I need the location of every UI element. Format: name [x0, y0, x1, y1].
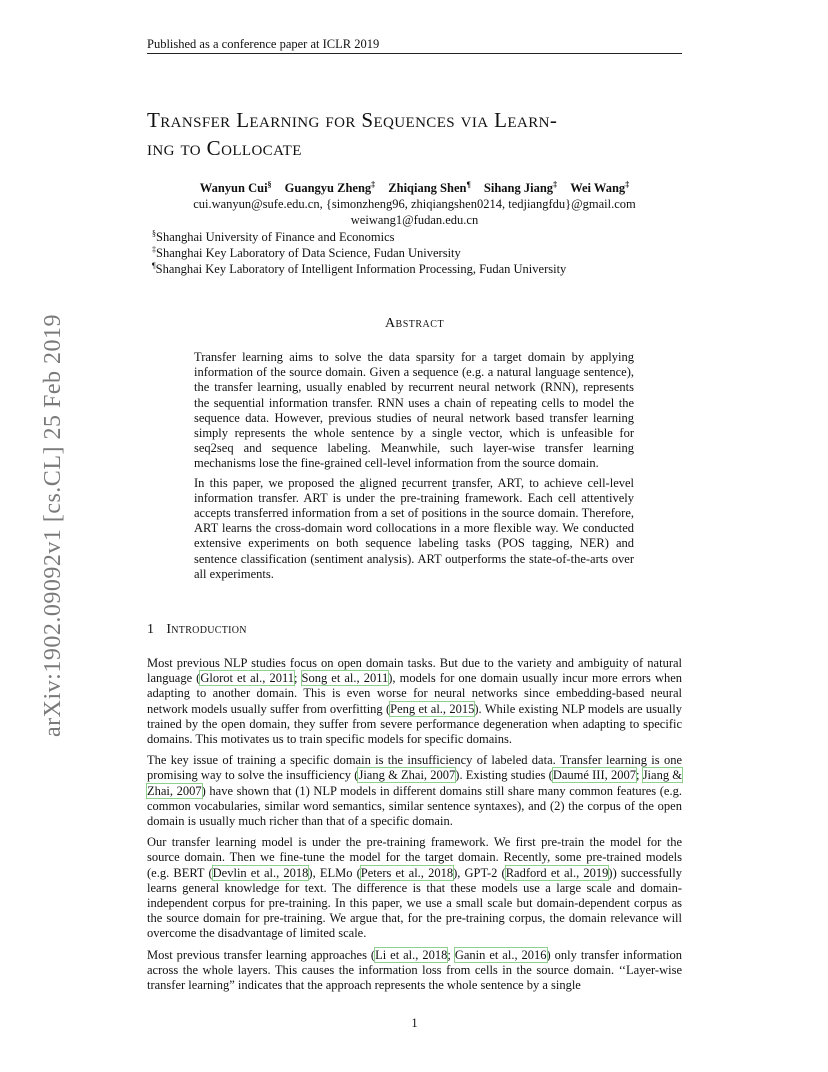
- citation-link[interactable]: Jiang & Zhai, 2007: [358, 768, 456, 783]
- text-run: ), models for one domain usually incur more errors when adapting to another domain. This is even worse for neural networks since embedding-based neural network models usually suffer from overfitting (: [147, 671, 683, 716]
- affiliation-mark: §: [152, 228, 156, 238]
- citation-link[interactable]: Song et al., 2011: [301, 671, 389, 686]
- body-paragraph: [147, 753, 682, 829]
- abstract-paragraph: Transfer learning aims to solve the data sparsity for a target domain by applying information of the source domain. Given a sequence (e.g. a natural language sentence), the transfer learning, usually enabled by recurrent neural network (RNN), represents the sequential information transfer. RNN uses a chain of repeating cells to model the sequence data. However, previous studies of neural network based transfer learning simply represents the whole sentence by a single vector, which is unfeasible for seq2seq and sequence labeling. Meanwhile, such layer-wise transfer learning mechanisms lose the fine-grained cell-level information from the source domain.: [194, 350, 634, 471]
- header-rule: [147, 53, 682, 54]
- abstract-body: [194, 350, 634, 586]
- text-run: ligned: [365, 475, 402, 490]
- acronym-letter: t: [452, 475, 456, 490]
- section-title: Introduction: [166, 622, 247, 637]
- title-line-2: ing to Collocate: [147, 136, 302, 160]
- author-emails: weiwang1@fudan.edu.cn: [350, 213, 479, 227]
- text-run: ) only transfer information across the whole layers. This causes the information loss from cells in the source domain. ‘‘Layer-wise transfer learning” indicates that the approach represents the whole sentence by a single: [147, 947, 683, 993]
- text-run: ransfer, ART, to achieve cell-level information transfer. ART is under the pre-training framework. Each cell attentively accepts transferred information from a set of positions in the source domain. Therefore, ART learns the cross-domain word collocations in a more flexible way. We conducted extensive experiments on both sequence labeling tasks (POS tagging, NER) and sentence classification (sentiment analysis). ART outperforms the state-of-the-arts over all experiments.: [194, 475, 635, 581]
- affiliation: [152, 261, 566, 277]
- text-run: ) have shown that (1) NLP models in different domains still share many common features (e.g. common vocabularies, similar word semantics, similar sentence syntaxes), and (2) the corpus of the open domain is usually much richer than that of a specific domain.: [147, 783, 682, 829]
- arxiv-stamp: [40, 290, 66, 760]
- citation-link[interactable]: Jiang & Zhai, 2007: [147, 768, 683, 798]
- affiliations: [152, 229, 566, 277]
- text-run: ;: [635, 768, 643, 783]
- author-block: [147, 180, 682, 228]
- section-number: 1: [147, 622, 155, 637]
- text-run: Most previous transfer learning approaches (: [147, 947, 376, 962]
- author-mark: ‡: [371, 179, 376, 189]
- affiliation-mark: ¶: [152, 260, 156, 270]
- running-header: Published as a conference paper at ICLR 2019: [147, 37, 380, 51]
- author-name: Zhiqiang Shen: [388, 181, 467, 195]
- abstract-heading: Abstract: [384, 316, 445, 331]
- text-run: ;: [294, 671, 302, 686]
- citation-link[interactable]: Devlin et al., 2018: [212, 865, 309, 880]
- text-run: ). While existing NLP models are usually trained by the open domain, they suffer from severe performance degeneration when adapting to specific domains. This motivates us to train specific models for specific domains.: [147, 701, 683, 747]
- author: [200, 181, 272, 195]
- text-run: ), GPT-2 (: [453, 865, 506, 880]
- abstract-paragraph: [194, 476, 634, 582]
- author-name: Guangyu Zheng: [284, 181, 372, 195]
- body-paragraph: [147, 835, 682, 941]
- text-run: ecurrent: [406, 475, 453, 490]
- author-name: Wanyun Cui: [199, 181, 268, 195]
- body-text: [147, 656, 682, 999]
- author-mark: ¶: [466, 179, 471, 189]
- text-run: Our transfer learning model is under the pre-training framework. We first pre-train the model for the source domain. Then we fine-tune the model for the target domain. Recently, some pre-trained models (e.g. BERT (: [147, 835, 682, 880]
- citation-link[interactable]: Glorot et al., 2011: [200, 671, 294, 686]
- citation-link[interactable]: Peng et al., 2015: [390, 701, 475, 716]
- affiliation-text: Shanghai University of Finance and Economics: [156, 230, 395, 244]
- text-run: In this paper, we proposed the: [194, 475, 360, 490]
- author-names: [147, 180, 682, 196]
- title-line-1: Transfer Learning for Sequences via Learn-: [147, 108, 558, 132]
- citation-link[interactable]: Li et al., 2018: [375, 947, 448, 962]
- text-run: ;: [447, 947, 455, 962]
- affiliation-text: Shanghai Key Laboratory of Data Science, Fudan University: [156, 246, 461, 260]
- text-run: The key issue of training a specific domain is the insufficiency of labeled data. Transfer learning is one promising way to solve the insufficiency (: [147, 753, 682, 783]
- affiliation: [152, 229, 566, 245]
- citation-link[interactable]: Radford et al., 2019: [505, 865, 609, 880]
- author: [285, 181, 376, 195]
- author-mark: ‡: [625, 179, 630, 189]
- affiliation-text: Shanghai Key Laboratory of Intelligent Information Processing, Fudan University: [155, 262, 567, 276]
- body-paragraph: [147, 656, 682, 747]
- acronym-letter: a: [359, 475, 366, 490]
- citation-link[interactable]: Daumé III, 2007: [552, 768, 636, 783]
- body-paragraph: [147, 948, 682, 994]
- text-run: )) successfully learns general knowledge for text. The difference is that these models use a large scale and domain-independent corpus for pre-training. In this paper, we use a small scale but domain-dependent corpus as the source domain for pre-training. We argue that, for the pre-training corpus, the domain relevance will overcome the disadvantage of limited scale.: [147, 865, 682, 941]
- author: [484, 181, 557, 195]
- text-run: ), ELMo (: [308, 865, 361, 880]
- text-run: ). Existing studies (: [455, 768, 553, 783]
- author-mark: §: [267, 179, 272, 189]
- section-heading: [147, 622, 247, 638]
- affiliation-mark: ‡: [152, 244, 156, 254]
- citation-link[interactable]: Peters et al., 2018: [360, 865, 454, 880]
- paper-title: [147, 106, 707, 162]
- author-name: Sihang Jiang: [483, 181, 554, 195]
- text-run: Most previous NLP studies focus on open domain tasks. But due to the variety and ambiguity of natural language (: [147, 656, 682, 686]
- acronym-letter: r: [401, 475, 407, 490]
- author-name: Wei Wang: [570, 181, 626, 195]
- page-number: 1: [411, 1016, 418, 1030]
- author: [570, 181, 629, 195]
- arxiv-stamp-text: arXiv:1902.09092v1 [cs.CL] 25 Feb 2019: [39, 313, 66, 737]
- author-emails: cui.wanyun@sufe.edu.cn, {simonzheng96, zhiqiangshen0214, tedjiangfdu}@gmail.com: [193, 197, 636, 211]
- author: [388, 181, 471, 195]
- citation-link[interactable]: Ganin et al., 2016: [454, 947, 547, 962]
- affiliation: [152, 245, 566, 261]
- author-mark: ‡: [553, 179, 558, 189]
